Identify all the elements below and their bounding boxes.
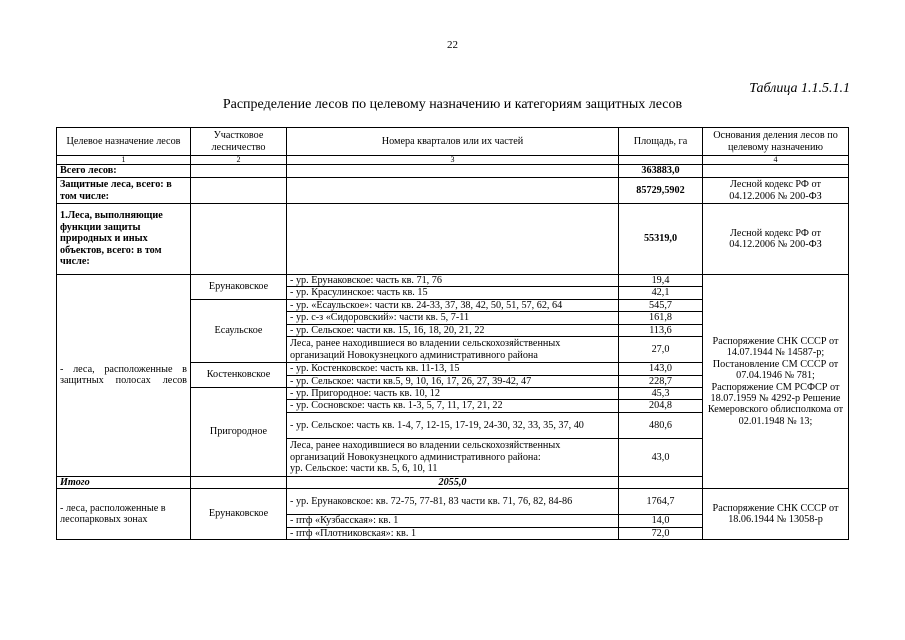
forestry-kostenkovskoe: Костенковское [191,363,287,388]
area-cell: 228,7 [619,375,703,387]
area-cell: 143,0 [619,363,703,375]
protective-area: 85729,5902 [619,178,703,204]
header-row [57,128,849,156]
area-cell: 1764,7 [619,489,703,515]
quarters-cell: - ур. Костенковское: часть кв. 11-13, 15 [287,363,619,375]
header-forestry: Участковое лесничество [191,128,287,156]
parks-basis: Распоряжение СНК СССР от 18.06.1944 № 13058-р [703,489,849,540]
col-index: 2 [191,156,287,165]
page-number: 22 [447,39,458,51]
quarters-cell: - ур. Ерунаковское: кв. 72-75, 77-81, 83 части кв. 71, 76, 82, 84-86 [287,489,619,515]
quarters-cell: - ур. с-з «Сидоровский»: части кв. 5, 7-11 [287,312,619,324]
total-area: 363883,0 [619,165,703,178]
forest-distribution-table [56,127,849,540]
quarters-cell: - ур. Сельское: части кв. 15, 16, 18, 20, 21, 22 [287,324,619,336]
col-index: 4 [703,156,849,165]
area-cell: 480,6 [619,412,703,438]
header-basis: Основания деления лесов по целевому назначению [703,128,849,156]
category1-label: 1.Леса, выполняющие функции защиты природных и иных объектов, всего: в том числе: [57,204,191,275]
forestry-erunakovskoe: Ерунаковское [191,489,287,540]
total-label: Всего лесов: [57,165,191,178]
forestry-erunakovskoe: Ерунаковское [191,275,287,300]
quarters-cell: - ур. Сельское: часть кв. 1-4, 7, 12-15, 17-19, 24-30, 32, 33, 35, 37, 40 [287,412,619,438]
total-row [57,165,849,178]
quarters-text: ур. Сельское: части кв. 5, 6, 10, 11 [290,463,438,474]
forestry-prigorodnoe: Пригородное [191,387,287,476]
protective-label: Защитные леса, всего: в том числе: [57,178,191,204]
category1-row [57,204,849,275]
area-cell: 27,0 [619,337,703,363]
table-row [57,489,849,515]
column-index-row [57,156,849,165]
quarters-cell: - ур. Пригородное: часть кв. 10, 12 [287,387,619,399]
area-cell: 545,7 [619,299,703,311]
category1-basis: Лесной кодекс РФ от 04.12.2006 № 200-ФЗ [703,204,849,275]
quarters-cell: - ур. «Есаульское»: части кв. 24-33, 37, 38, 42, 50, 51, 57, 62, 64 [287,299,619,311]
area-cell: 42,1 [619,287,703,299]
quarters-cell: - птф «Плотниковская»: кв. 1 [287,527,619,539]
category1-area: 55319,0 [619,204,703,275]
table-label: Таблица 1.1.5.1.1 [749,81,850,96]
col-index: 3 [287,156,619,165]
area-cell: 14,0 [619,515,703,527]
header-area: Площадь, га [619,128,703,156]
col-index: 1 [57,156,191,165]
table-row [57,275,849,287]
quarters-cell: - ур. Ерунаковское: часть кв. 71, 76 [287,275,619,287]
area-cell: 19,4 [619,275,703,287]
document-title: Распределение лесов по целевому назначению и категориям защитных лесов [222,97,683,112]
quarters-cell: - птф «Кузбасская»: кв. 1 [287,515,619,527]
protective-row [57,178,849,204]
subtotal-label: Итого [57,476,191,488]
quarters-cell [287,438,619,476]
area-cell: 161,8 [619,312,703,324]
belts-basis: Распоряжение СНК СССР от 14.07.1944 № 14587-р; Постановление СМ СССР от 07.04.1946 № 781; Распоряжение СМ РСФСР от 18.07.1959 № 4292-р Решение Кемеровского облисполкома от 02.01.1948 № 13; [703,275,849,489]
forestry-esaulskoe: Есаульское [191,299,287,362]
area-cell: 113,6 [619,324,703,336]
quarters-cell: - ур. Красулинское: часть кв. 15 [287,287,619,299]
header-quarters: Номера кварталов или их частей [287,128,619,156]
quarters-text: Леса, ранее находившиеся во владении сельскохозяйственных организаций Новокузнецкого административного района: [290,440,561,463]
area-cell: 72,0 [619,527,703,539]
area-cell: 43,0 [619,438,703,476]
header-purpose: Целевое назначение лесов [57,128,191,156]
quarters-cell: Леса, ранее находившиеся во владении сельскохозяйственных организаций Новокузнецкого административного района [287,337,619,363]
col-index [619,156,703,165]
protective-basis: Лесной кодекс РФ от 04.12.2006 № 200-ФЗ [703,178,849,204]
quarters-cell: - ур. Сосновское: часть кв. 1-3, 5, 7, 11, 17, 21, 22 [287,400,619,412]
parks-purpose: - леса, расположенные в лесопарковых зонах [57,489,191,540]
area-cell: 204,8 [619,400,703,412]
area-cell: 45,3 [619,387,703,399]
quarters-cell: - ур. Сельское: части кв.5, 9, 10, 16, 17, 26, 27, 39-42, 47 [287,375,619,387]
belts-purpose: - леса, расположенные в защитных полосах лесов [57,275,191,477]
subtotal-area: 2055,0 [287,476,619,488]
